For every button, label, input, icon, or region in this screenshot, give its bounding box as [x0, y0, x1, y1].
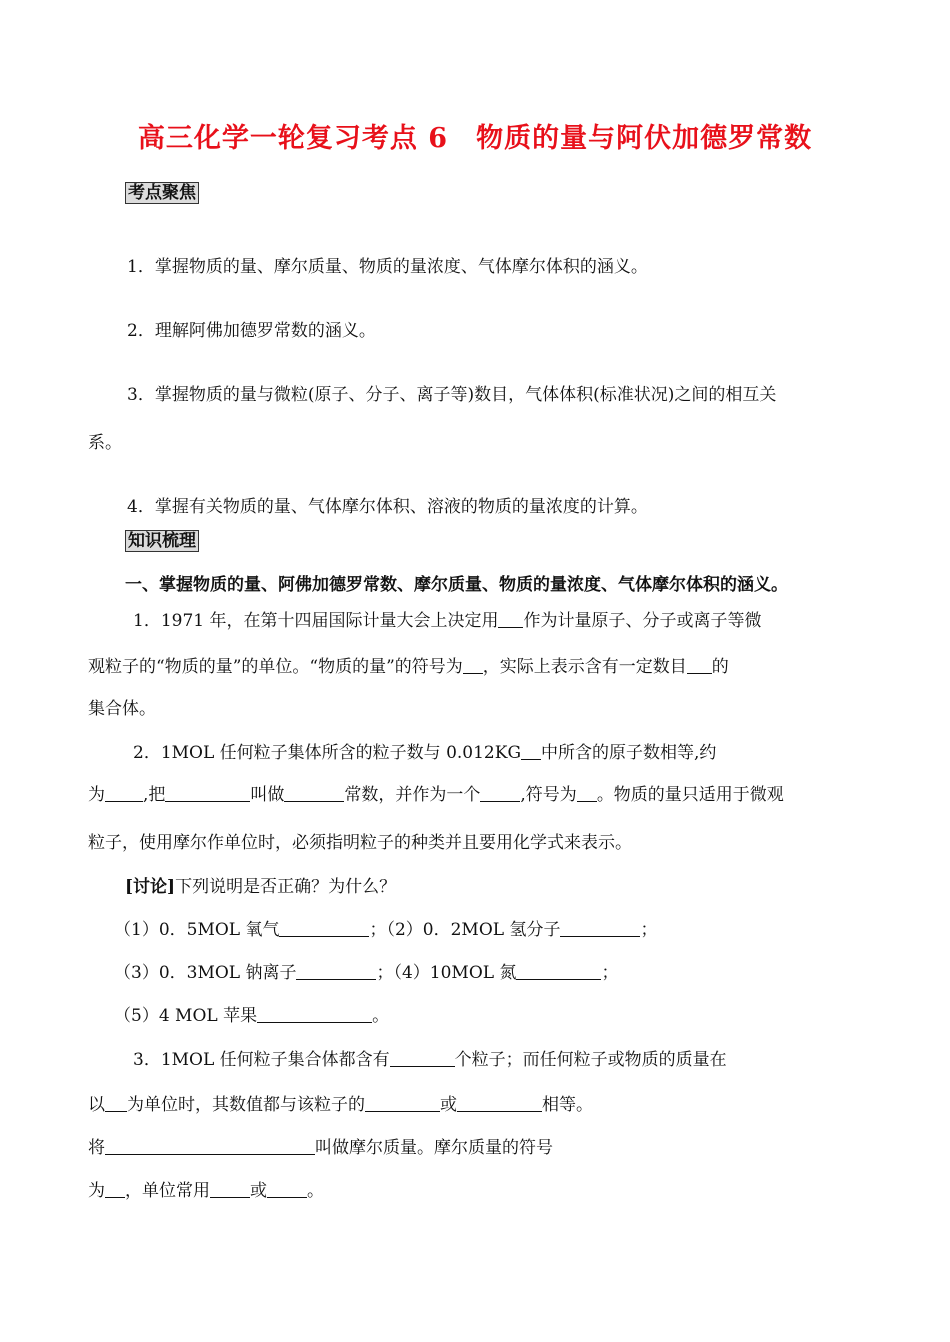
fill-blank[interactable]: [210, 1180, 250, 1198]
fill-blank[interactable]: [390, 1049, 455, 1067]
fill-blank[interactable]: [480, 784, 520, 802]
p1-line3: 集合体。: [88, 699, 156, 719]
focus-tag-label: 考点聚焦: [125, 182, 199, 204]
focus-item-3-line2: 系。: [88, 433, 122, 453]
fill-blank[interactable]: [365, 1094, 440, 1112]
fill-blank[interactable]: [463, 656, 483, 674]
question-5: （5）4 MOL 苹果: [114, 1006, 258, 1026]
text: ，实际上表示含有一定数目: [482, 657, 687, 677]
fill-blank[interactable]: [105, 1180, 125, 1198]
text: 为: [88, 1181, 105, 1201]
text: 1．1971 年，在第十四届国际计量大会上决定用: [133, 611, 499, 631]
p1-line1: [133, 606, 761, 631]
fill-blank[interactable]: [560, 919, 640, 937]
text: 2．1MOL 任何粒子集体所含的粒子数与 0.012KG: [133, 743, 522, 763]
text: 叫做摩尔质量。摩尔质量的符号: [315, 1138, 553, 1158]
text: 中所含的原子数相等,约: [541, 743, 717, 763]
discussion-q3-q4: [114, 958, 618, 983]
question-3: （3）0．3MOL 钠离子: [114, 963, 297, 983]
question-1: （1）0．5MOL 氧气: [114, 920, 280, 940]
knowledge-tag-label: 知识梳理: [125, 530, 199, 552]
fill-blank[interactable]: [516, 962, 601, 980]
p3-line1: [133, 1045, 727, 1070]
text: 为: [88, 785, 105, 805]
p2-line2: [88, 780, 784, 805]
fill-blank[interactable]: [296, 962, 376, 980]
text: ,把: [143, 785, 166, 805]
text: 常数，并作为一个: [344, 785, 481, 805]
focus-item-1: 1．掌握物质的量、摩尔质量、物质的量浓度、气体摩尔体积的涵义。: [127, 257, 648, 277]
question-4: ；（4）10MOL 氮: [376, 963, 517, 983]
discussion-q5: [114, 1001, 389, 1026]
p2-line3: 粒子，使用摩尔作单位时，必须指明粒子的种类并且要用化学式来表示。: [88, 833, 632, 853]
section-tag-focus: [125, 182, 199, 204]
page-title: 高三化学一轮复习考点 6 物质的量与阿伏加德罗常数: [137, 123, 813, 154]
text: ；: [601, 963, 619, 983]
discussion-line: [125, 872, 396, 897]
focus-item-2: 2．理解阿佛加德罗常数的涵义。: [127, 321, 376, 341]
p3-line4: [88, 1176, 324, 1201]
text: 为单位时，其数值都与该粒子的: [127, 1095, 365, 1115]
fill-blank[interactable]: [267, 1180, 307, 1198]
text: 。: [372, 1006, 390, 1026]
text: ,符号为: [520, 785, 577, 805]
question-2: ；（2）0．2MOL 氢分子: [369, 920, 561, 940]
p2-line1: [133, 738, 716, 763]
fill-blank[interactable]: [521, 742, 541, 760]
fill-blank[interactable]: [498, 610, 523, 628]
text: 。物质的量只适用于微观: [596, 785, 784, 805]
fill-blank[interactable]: [165, 784, 250, 802]
fill-blank[interactable]: [284, 784, 344, 802]
text: 作为计量原子、分子或离子等微: [523, 611, 762, 631]
text: 叫做: [250, 785, 285, 805]
fill-blank[interactable]: [105, 1094, 127, 1112]
fill-blank[interactable]: [687, 656, 712, 674]
fill-blank[interactable]: [577, 784, 597, 802]
text: 。: [307, 1181, 324, 1201]
p3-line3: [88, 1133, 553, 1158]
text: 或: [440, 1095, 457, 1115]
focus-item-3-line1: 3．掌握物质的量与微粒(原子、分子、离子等)数目，气体体积(标准状况)之间的相互关: [127, 385, 777, 405]
fill-blank[interactable]: [457, 1094, 542, 1112]
text: 观粒子的“物质的量”的单位。“物质的量”的符号为: [88, 657, 463, 677]
p1-line2: [88, 652, 729, 677]
text: 将: [88, 1138, 105, 1158]
fill-blank[interactable]: [105, 1137, 315, 1155]
discussion-text: 下列说明是否正确？为什么？: [175, 877, 397, 897]
text: 个粒子；而任何粒子或物质的质量在: [454, 1050, 727, 1070]
knowledge-heading: 一、掌握物质的量、阿佛加德罗常数、摩尔质量、物质的量浓度、气体摩尔体积的涵义。: [125, 575, 788, 595]
text: ；: [640, 920, 658, 940]
text: 相等。: [542, 1095, 593, 1115]
section-tag-knowledge: [125, 530, 199, 552]
text: 的: [711, 657, 729, 677]
fill-blank[interactable]: [257, 1005, 372, 1023]
text: 或: [250, 1181, 267, 1201]
focus-item-4: 4．掌握有关物质的量、气体摩尔体积、溶液的物质的量浓度的计算。: [127, 497, 648, 517]
fill-blank[interactable]: [105, 784, 143, 802]
fill-blank[interactable]: [279, 919, 369, 937]
text: 以: [88, 1095, 105, 1115]
p3-line2: [88, 1090, 593, 1115]
discussion-label: [讨论]: [125, 877, 176, 897]
text: 3．1MOL 任何粒子集合体都含有: [133, 1050, 390, 1070]
discussion-q1-q2: [114, 915, 657, 940]
text: ，单位常用: [125, 1181, 210, 1201]
